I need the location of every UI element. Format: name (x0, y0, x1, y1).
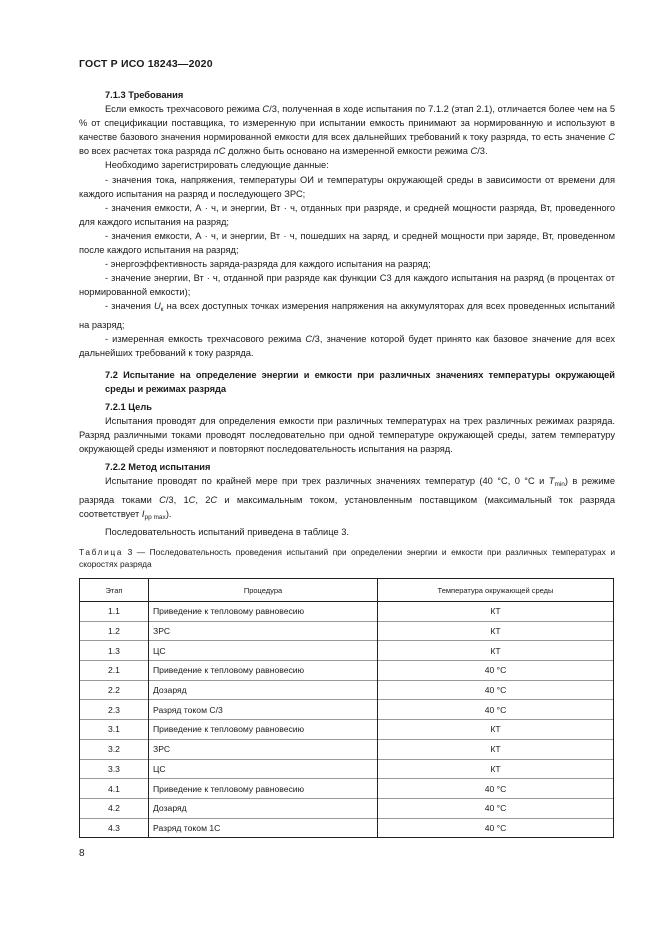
cell-stage: 2.1 (80, 661, 149, 681)
table-row (80, 759, 614, 779)
list-item: - энергоэффективность заряда-разряда для каждого испытания на разряд; (105, 259, 431, 270)
cell-temperature: КТ (378, 641, 614, 661)
cell-stage: 2.2 (80, 680, 149, 700)
list-item: - значения тока, напряжения, температуры ОИ и температуры окружающей среды в зависимости от времени для каждого испытания на разряд и последующего ЗРС; (79, 174, 615, 199)
cell-procedure: Дозаряд (149, 680, 378, 700)
cell-procedure: Разряд током 1С (149, 818, 378, 838)
table-row (80, 798, 614, 818)
cell-temperature: 40 °С (378, 779, 614, 799)
table-row (80, 602, 614, 622)
cell-temperature: КТ (378, 602, 614, 622)
paragraph-record-data: Необходимо зарегистрировать следующие данные: (105, 160, 329, 171)
table-row (80, 818, 614, 838)
cell-temperature: 40 °С (378, 661, 614, 681)
cell-stage: 4.2 (80, 798, 149, 818)
table-row (80, 739, 614, 759)
document-body (79, 88, 615, 539)
list-item: - значения $U_к$ на всех доступных точках измерения напряжения на аккумуляторах для всех проведенных испытаний на разряд; (79, 301, 615, 330)
table-row (80, 720, 614, 740)
table-row (80, 779, 614, 799)
document-header: ГОСТ Р ИСО 18243—2020 (79, 58, 213, 70)
list-item: - измеренная емкость трехчасового режима С/3, значение которой будет принято как базовое значение для всех дальнейших требований к току разряда. (79, 333, 615, 358)
cell-stage: 3.3 (80, 759, 149, 779)
cell-procedure: ЦС (149, 641, 378, 661)
cell-temperature: 40 °С (378, 818, 614, 838)
cell-stage: 1.2 (80, 621, 149, 641)
paragraph-sequence-ref: Последовательность испытаний приведена в таблице 3. (105, 526, 349, 537)
cell-procedure: ЗРС (149, 621, 378, 641)
section-7-2-1-heading: 7.2.1 Цель (105, 401, 152, 412)
list-item: - значения емкости, А · ч, и энергии, Вт · ч, отданных при разряде, и средней мощности разряда, Вт, проведенного для каждого испытания на разряд; (79, 202, 615, 227)
table-row (80, 621, 614, 641)
paragraph-capacity-deviation: Если емкость трехчасового режима С/3, полученная в ходе испытания по 7.1.2 (этап 2.1), отличается более чем на 5 % от спецификации поставщика, то измеренную при испытании емкость принимают за нормированную и используют в качестве базового значения нормированной емкости для всех дальнейших требований к току разряда, то есть значение С во всех расчетах тока разряда nC должно быть основано на измеренной емкости режима С/3. (79, 104, 616, 157)
cell-temperature: 40 °С (378, 700, 614, 720)
column-header-stage: Этап (80, 579, 149, 602)
table-row (80, 700, 614, 720)
page-number: 8 (79, 848, 85, 859)
cell-temperature: 40 °С (378, 798, 614, 818)
table-row (80, 661, 614, 681)
section-7-1-3-heading: 7.1.3 Требования (105, 90, 184, 100)
cell-temperature: 40 °С (378, 680, 614, 700)
paragraph-purpose: Испытания проводят для определения емкости при различных температурах на трех различных режимах разряда. Разряд различными токами проводят последовательно при одной температуре окружающей среды, затем температуру окружающей среды изменяют и повторяют последовательность испытания на разряд. (79, 416, 615, 455)
cell-temperature: КТ (378, 621, 614, 641)
table-row (80, 680, 614, 700)
cell-procedure: ЦС (149, 759, 378, 779)
section-7-2-heading: 7.2 Испытание на определение энергии и емкости при различных значениях температуры окружающей среды и режимах разряда (105, 369, 615, 394)
cell-procedure: Приведение к тепловому равновесию (149, 661, 378, 681)
cell-temperature: КТ (378, 739, 614, 759)
table-3 (79, 578, 614, 838)
column-header-temperature: Температура окружающей среды (378, 579, 614, 602)
cell-procedure: ЗРС (149, 739, 378, 759)
cell-temperature: КТ (378, 759, 614, 779)
cell-procedure: Приведение к тепловому равновесию (149, 779, 378, 799)
cell-temperature: КТ (378, 720, 614, 740)
cell-procedure: Приведение к тепловому равновесию (149, 720, 378, 740)
cell-stage: 4.3 (80, 818, 149, 838)
list-item: - значение энергии, Вт · ч, отданной при разряде как функции С3 для каждого испытания на разряд (в процентах от нормированной емкости); (79, 273, 615, 298)
cell-procedure: Разряд током С/3 (149, 700, 378, 720)
cell-stage: 3.2 (80, 739, 149, 759)
cell-stage: 2.3 (80, 700, 149, 720)
cell-stage: 1.3 (80, 641, 149, 661)
table-header-row (80, 579, 614, 602)
table-3-caption: Таблица 3 — Последовательность проведения испытаний при определении энергии и емкости при различных температурах и скоростях разряда (79, 547, 615, 570)
cell-procedure: Приведение к тепловому равновесию (149, 602, 378, 622)
table-row (80, 641, 614, 661)
column-header-procedure: Процедура (149, 579, 378, 602)
cell-procedure: Дозаряд (149, 798, 378, 818)
cell-stage: 4.1 (80, 779, 149, 799)
section-7-2-2-heading: 7.2.2 Метод испытания (105, 462, 211, 473)
list-item: - значения емкости, А · ч, и энергии, Вт · ч, пошедших на заряд, и средней мощности при заряде, Вт, проведенном после каждого испытания на разряд; (79, 230, 615, 256)
paragraph-test-method: Испытание проводят по крайней мере при трех различных значениях температур (40 °С, 0 °С и $T_{min}$) в режиме разряда токами С/3, 1С, 2С и максимальным током, установленным поставщиком (максимальный ток разряда соответствует $I_{pp max}$). (79, 476, 616, 521)
cell-stage: 3.1 (80, 720, 149, 740)
cell-stage: 1.1 (80, 602, 149, 622)
